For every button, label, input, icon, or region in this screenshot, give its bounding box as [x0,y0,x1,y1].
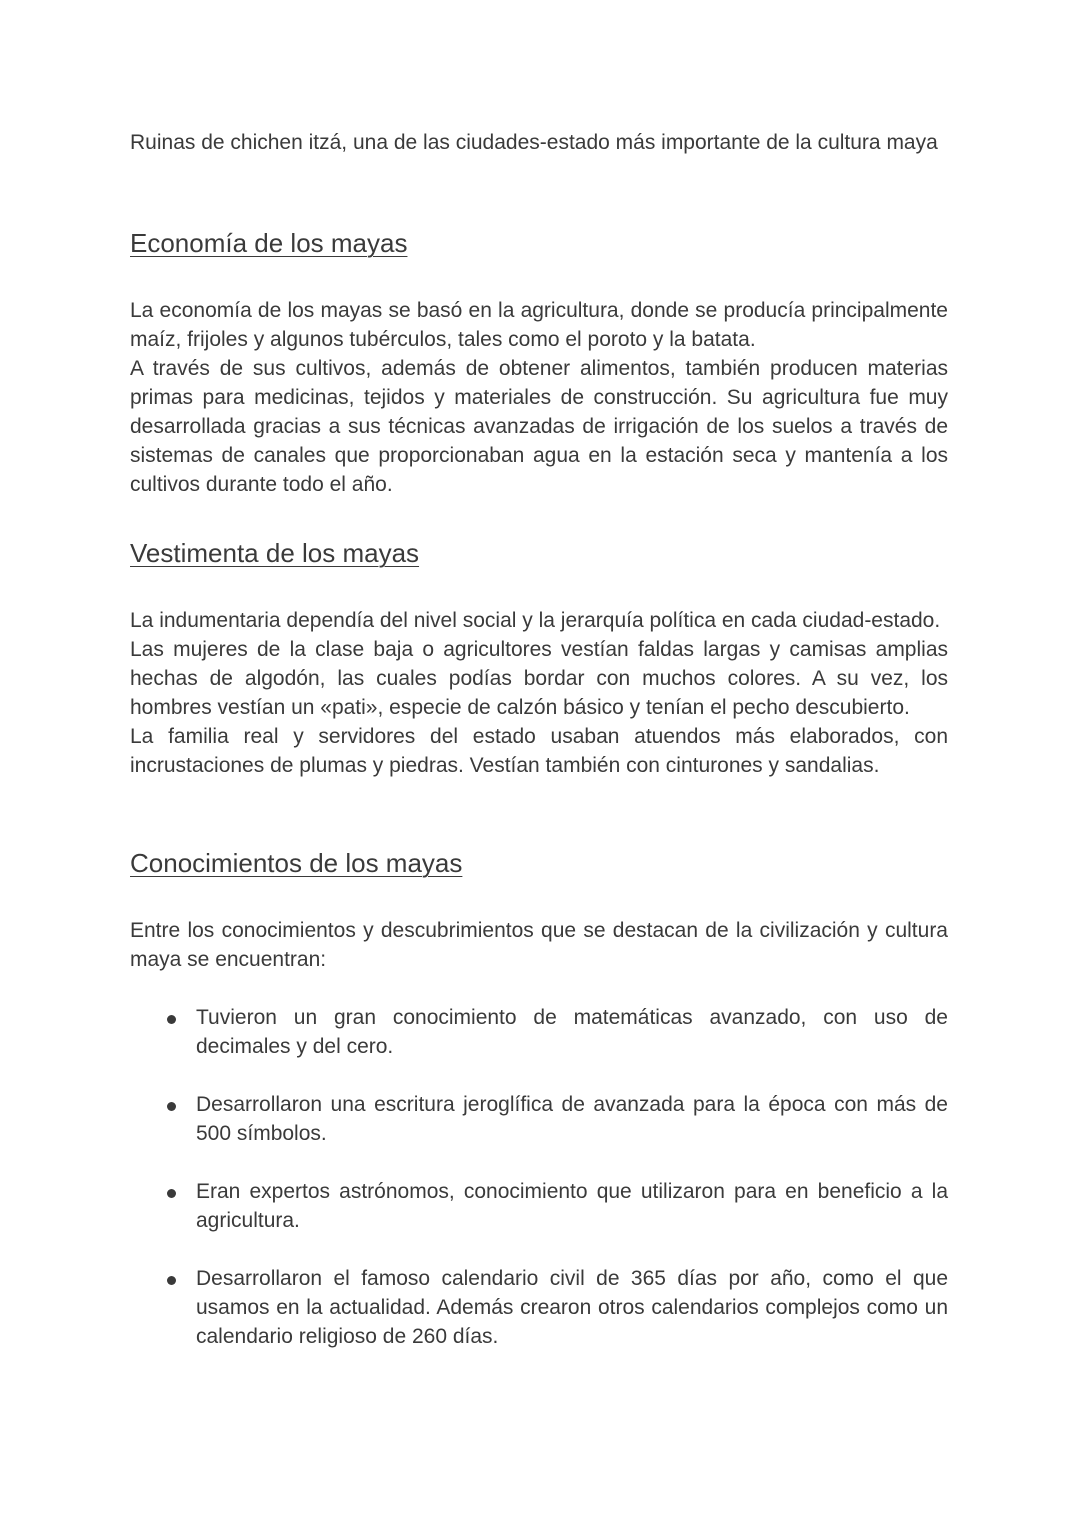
bullet-icon [167,1276,176,1285]
economia-body [130,296,948,499]
heading-conocimientos: Conocimientos de los mayas [130,848,463,878]
paragraph: La familia real y servidores del estado usaban atuendos más elaborados, con incrustaciones de plumas y piedras. Vestían también con cinturones y sandalias. [130,725,948,777]
heading-vestimenta: Vestimenta de los mayas [130,538,420,568]
paragraph: La economía de los mayas se basó en la agricultura, donde se producía principalmente maíz, frijoles y algunos tubérculos, tales como el poroto y la batata. [130,299,948,351]
list-item [130,1264,948,1351]
list-item-text: Desarrollaron el famoso calendario civil de 365 días por año, como el que usamos en la actualidad. Además crearon otros calendarios complejos como un calendario religioso de 260 días. [196,1267,948,1348]
intro-paragraph: Entre los conocimientos y descubrimientos que se destacan de la civilización y cultura maya se encuentran: [130,919,948,971]
paragraph: Las mujeres de la clase baja o agricultores vestían faldas largas y camisas amplias hechas de algodón, las cuales podías bordar con muchos colores. A su vez, los hombres vestían un «pati», especie de calzón básico y tenían el pecho descubierto. [130,638,948,719]
paragraph: A través de sus cultivos, además de obtener alimentos, también producen materias primas para medicinas, tejidos y materiales de construcción. Su agricultura fue muy desarrollada gracias a sus técnicas avanzadas de irrigación de los suelos a través de sistemas de canales que proporcionaban agua en la estación seca y mantenía a los cultivos durante todo el año. [130,357,948,496]
bullet-icon [167,1189,176,1198]
conocimientos-body [130,916,948,1351]
heading-economia: Economía de los mayas [130,228,408,258]
document-page [130,128,948,1380]
list-item [130,1003,948,1061]
list-item-text: Desarrollaron una escritura jeroglífica de avanzada para la época con más de 500 símbolos. [196,1093,948,1145]
bullet-icon [167,1015,176,1024]
image-caption: Ruinas de chichen itzá, una de las ciudades-estado más importante de la cultura maya [130,131,938,154]
list-item [130,1177,948,1235]
list-item [130,1090,948,1148]
paragraph: La indumentaria dependía del nivel social y la jerarquía política en cada ciudad-estado. [130,609,941,632]
list-item-text: Eran expertos astrónomos, conocimiento que utilizaron para en beneficio a la agricultura. [196,1180,948,1232]
vestimenta-body [130,606,948,780]
list-item-text: Tuvieron un gran conocimiento de matemáticas avanzado, con uso de decimales y del cero. [196,1006,948,1058]
bullet-icon [167,1102,176,1111]
knowledge-list [130,1003,948,1351]
